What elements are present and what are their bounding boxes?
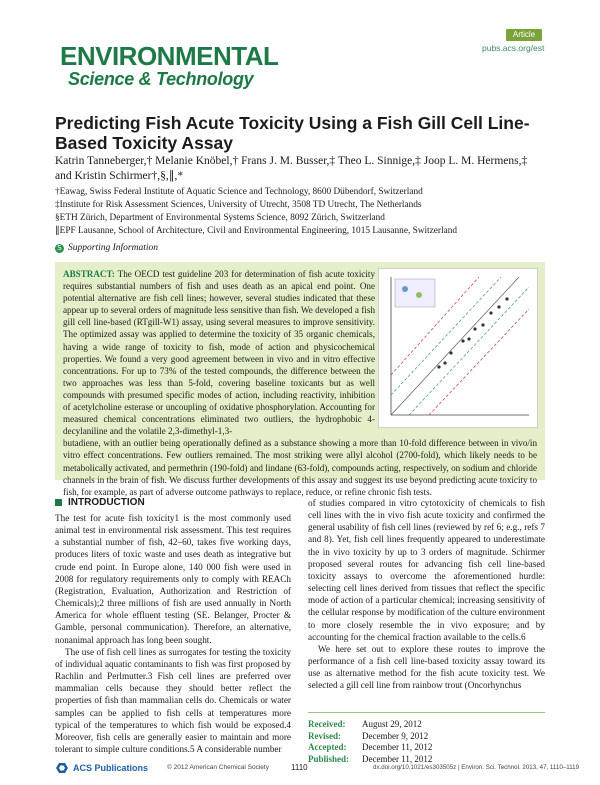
paper-title: Predicting Fish Acute Toxicity Using a Fish Gill Cell Line-Based Toxicity Assay <box>55 113 530 153</box>
acs-hexagon-icon <box>55 762 69 774</box>
abstract-text-full: butadiene, with an outlier being operationally defined as a substance showing a more than 10-fold difference between in vivo/in vitro effect concentrations. Few outliers remained. The most striking were allyl alcohol (2700-fold), which likely needs to be metabolically activated, and permethrin (190-fold) and lindane (63-fold), compounds acting, respectively, on sodium and chloride channels in the brain of fish. We discuss further developments of this assay and suggest its use beyond predicting acute toxicity to fish, for example, as part of adverse outcome pathways to replace, reduce, or refine chronic fish tests. <box>63 438 537 497</box>
intro-paragraph-1: The test for acute fish toxicity1 is the most commonly used animal test in environmental risk assessment. This test requires a substantial number of fish, 42–60, takes five working days, produces liters of toxic waste and uses death as integrative but crude end point. In Europe alone, 140 000 fish were used in 2008 for regulatory requirements only to comply with REACh (Registration, Evaluation, Authorization and Restriction of Chemicals);2 three millions of fish are used annually in North America for whole effluent testing (SE. Belanger, Procter & Gamble, personal communication). Therefore, an alternative, nonanimal approach has long been sought. <box>55 513 291 645</box>
toc-graphic <box>378 268 538 428</box>
abstract-text-wrap <box>63 268 375 437</box>
affiliation-1: †Eawag, Swiss Federal Institute of Aquatic Science and Technology, 8600 Dübendorf, Switzerland <box>55 187 423 197</box>
copyright: © 2012 American Chemical Society <box>167 764 269 771</box>
intro-heading-label: INTRODUCTION <box>68 497 145 508</box>
intro-heading <box>55 497 145 508</box>
intro-paragraph-3: of studies compared in vitro cytotoxicity of chemicals to fish cell lines with the in vivo fish acute toxicity and confirmed the general usability of fish cell lines (reviewed by ref 6; e.g., refs 7 and 8). Yet, fish cell lines frequently appeared to underestimate the in vivo toxicity by up to 3 orders of magnitude. Schirmer proposed several routes for advancing fish cell line-based toxicity assays to overcome the aforementioned hurdle: selecting cell lines derived from tissues that reflect the specific mode of action of a particular chemical; increasing sensitivity of the cellular response by modification of the culture environment to more closely resemble the in vivo exposure; and by accounting for the chemical fraction available to the cells.6 <box>308 498 546 642</box>
right-column <box>308 497 545 692</box>
abstract-wrap-body: The OECD test guideline 203 for determination of fish acute toxicity requires substantial numbers of fish and uses death as an apical end point. One potential alternative are fish cell lines; however, several studies indicated that these appear up to several orders of magnitude less sensitive than fish. We developed a fish gill cell line-based (RTgill-W1) assay, using several measures to improve sensitivity. The optimized assay was applied to determine the toxicity of 35 organic chemicals, having a wide range of toxicity to fish, mode of action and physicochemical properties. We found a very good agreement between in vivo and in vitro effective concentrations. For up to 73% of the tested compounds, the difference between the two approaches was less than 5-fold, covering baseline toxicants but as well compounds with presumed specific modes of action, including reactivity, inhibition of acetylcholine esterase or uncoupling of oxidative phosphorylation. Accounting for measured chemical concentrations eliminated two outliers, the hydrophobic 4-decylaniline and the volatile 2,3-dimethyl-1,3- <box>63 269 375 437</box>
page-number: 1110 <box>291 763 308 772</box>
supporting-info-icon: S <box>55 244 64 253</box>
affiliation-2: ‡Institute for Risk Assessment Sciences, University of Utrecht, 3508 TD Utrecht, The Netherlands <box>55 200 422 210</box>
abstract-box <box>55 262 545 497</box>
supporting-info-label: Supporting Information <box>68 243 158 253</box>
page-footer <box>55 762 580 776</box>
affiliation-3: §ETH Zürich, Department of Environmental Systems Science, 8092 Zürich, Switzerland <box>55 213 385 223</box>
supporting-info-link[interactable] <box>55 243 158 253</box>
doi-citation[interactable]: dx.doi.org/10.1021/es303505z | Environ. Sci. Technol. 2013, 47, 1110–1119 <box>373 764 580 771</box>
section-marker-icon <box>55 499 62 506</box>
journal-url[interactable]: pubs.acs.org/est <box>482 43 545 53</box>
acs-publications-label: ACS Publications <box>73 763 149 773</box>
history-dates <box>308 712 545 765</box>
affiliation-4: ∥EPF Lausanne, School of Architecture, Civil and Environmental Engineering, 1015 Lausanne, Switzerland <box>55 226 457 236</box>
toc-scatter-plot <box>379 269 537 427</box>
date-received: Received: August 29, 2012 <box>308 719 422 729</box>
logo-line2: Science & Technology <box>68 69 254 89</box>
intro-paragraph-2: The use of fish cell lines as surrogates for testing the toxicity of individual aquatic contaminants to fish was first proposed by Rachlin and Perlmutter.3 Fish cell lines are preferred over mammalian cells because they should better reflect the properties of fish than mammalian cells do. Chemicals or water samples can be applied to fish cells at temperatures more typical of the temperatures to which fish would be exposed.4 Moreover, fish cells are generally easier to maintain and more tolerant to simple culture conditions.5 A considerable number <box>55 646 291 754</box>
journal-logo <box>60 41 279 100</box>
acs-publications-logo <box>55 762 148 774</box>
article-badge: Article <box>506 29 542 41</box>
date-accepted: Accepted: December 11, 2012 <box>308 742 433 753</box>
intro-paragraph-4: We here set out to explore these routes to improve the performance of a fish cell line-based toxicity assay toward its use as alternative method for the fish acute toxicity test. We selected a gill cell line from rainbow trout (Oncorhynchus <box>308 643 545 691</box>
author-list: Katrin Tanneberger,† Melanie Knöbel,† Frans J. M. Busser,‡ Theo L. Sinnige,‡ Joop L. M. Hermens,‡ and Kristin Schirmer†,§,∥,* <box>55 155 528 182</box>
left-column <box>55 512 291 755</box>
date-revised: Revised: December 9, 2012 <box>308 730 429 741</box>
date-published: Published: December 11, 2012 <box>308 753 433 764</box>
logo-line1: ENVIRONMENTAL <box>60 41 279 71</box>
abstract-label: ABSTRACT: <box>63 269 115 279</box>
